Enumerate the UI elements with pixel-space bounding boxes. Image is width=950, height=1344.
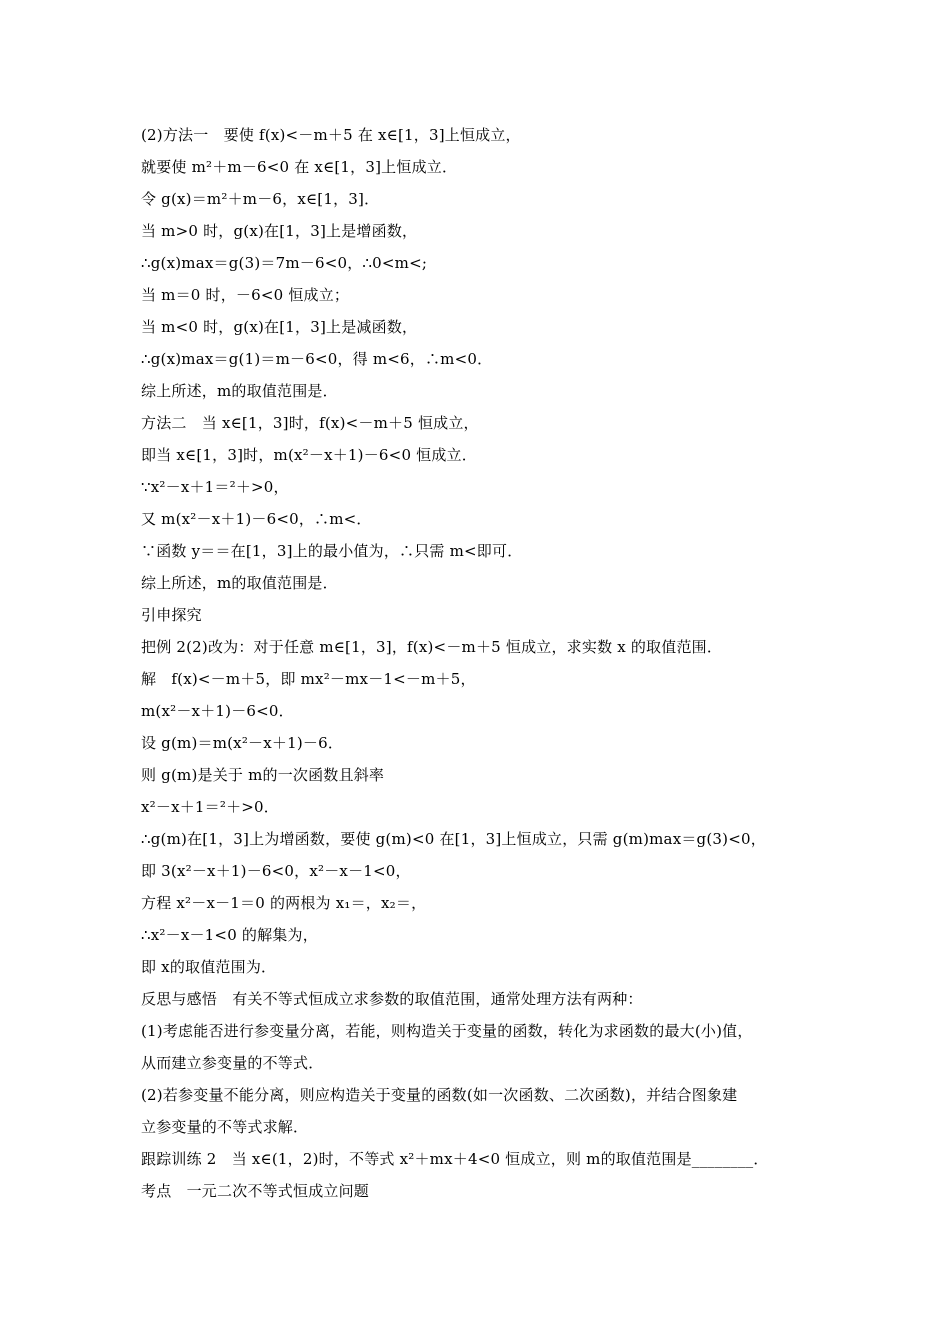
text-line: ∴g(x)max＝g(1)＝m－6<0，得 m<6，∴m<0． (141, 350, 493, 368)
text-line: 综上所述，m的取值范围是． (141, 382, 338, 400)
text-line: (2)方法一 要使 f(x)<－m＋5 在 x∈[1，3]上恒成立， (141, 126, 521, 144)
text-line: 令 g(x)＝m²＋m－6，x∈[1，3]． (141, 190, 380, 208)
section-heading: 引申探究 (141, 606, 202, 624)
text-line: 就要使 m²＋m－6<0 在 x∈[1，3]上恒成立． (141, 158, 458, 176)
text-line: 考点 一元二次不等式恒成立问题 (141, 1182, 370, 1200)
text-line: 则 g(m)是关于 m的一次函数且斜率 (141, 766, 385, 784)
text-line: 方法二 当 x∈[1，3]时，f(x)<－m＋5 恒成立， (141, 414, 479, 432)
text-line: 立参变量的不等式求解． (141, 1118, 309, 1136)
text-line: 把例 2(2)改为：对于任意 m∈[1，3]，f(x)<－m＋5 恒成立，求实数 x 的取值范围． (141, 638, 723, 656)
text-line: ∴g(x)max＝g(3)＝7m－6<0，∴0<m<; (141, 254, 428, 272)
text-line: 即当 x∈[1，3]时，m(x²－x＋1)－6<0 恒成立． (141, 446, 477, 464)
text-line: 解 f(x)<－m＋5，即 mx²－mx－1<－m＋5， (141, 670, 476, 688)
text-line: 跟踪训练 2 当 x∈(1，2)时，不等式 x²＋mx＋4<0 恒成立，则 m的取值范围是________． (141, 1150, 769, 1168)
text-line: 又 m(x²－x＋1)－6<0，∴m<． (141, 510, 372, 528)
text-line: x²－x＋1＝²＋>0． (141, 798, 280, 816)
text-line: 当 m>0 时，g(x)在[1，3]上是增函数， (141, 222, 418, 240)
text-line: 设 g(m)＝m(x²－x＋1)－6． (141, 734, 344, 752)
text-line: (1)考虑能否进行参变量分离，若能，则构造关于变量的函数，转化为求函数的最大(小)值， (141, 1022, 753, 1040)
text-line: ∴g(m)在[1，3]上为增函数，要使 g(m)<0 在[1，3]上恒成立，只需 g(m)max＝g(3)<0， (141, 830, 766, 848)
text-line: 综上所述，m的取值范围是． (141, 574, 338, 592)
text-line: 即 3(x²－x＋1)－6<0，x²－x－1<0， (141, 862, 411, 880)
text-line: 从而建立参变量的不等式． (141, 1054, 324, 1072)
text-line: ∴x²－x－1<0 的解集为， (141, 926, 318, 944)
text-line: 即 x的取值范围为． (141, 958, 277, 976)
text-line: ∵x²－x＋1＝²＋>0， (141, 478, 289, 496)
text-line: ∵函数 y＝＝在[1，3]上的最小值为，∴只需 m<即可． (141, 542, 523, 560)
text-line: (2)若参变量不能分离，则应构造关于变量的函数(如一次函数、二次函数)，并结合图象建 (141, 1086, 738, 1104)
text-line: 当 m＝0 时，－6<0 恒成立； (141, 286, 350, 304)
text-line: 当 m<0 时，g(x)在[1，3]上是减函数， (141, 318, 418, 336)
text-line: m(x²－x＋1)－6<0． (141, 702, 294, 720)
text-line: 方程 x²－x－1＝0 的两根为 x₁＝，x₂＝， (141, 894, 427, 912)
text-line: 反思与感悟 有关不等式恒成立求参数的取值范围，通常处理方法有两种： (141, 990, 643, 1008)
